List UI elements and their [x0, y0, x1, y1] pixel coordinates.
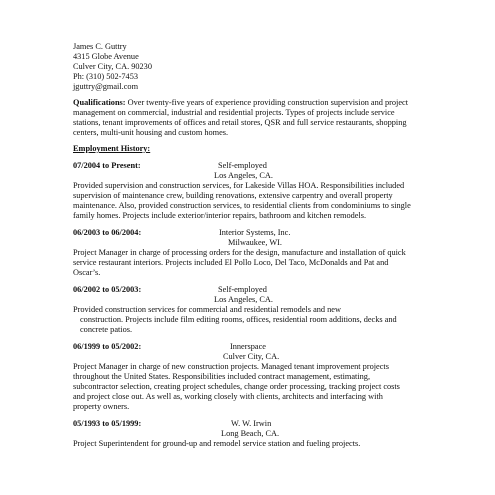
employment-history-heading: Employment History:: [73, 144, 151, 153]
contact-name: James C. Guttry: [73, 42, 127, 51]
qualifications-label: Qualifications:: [73, 98, 126, 107]
job-description: Provided supervision and construction services, for Lakeside Villas HOA. Responsibilities included supervision of maintenance crew, building renovations, extensive carpentry and overall property maintenance. Also, provided construction services, to residential clients from condominiums to single family homes. Projects include exterior/interior repairs, bathroom and kitchen remodels.: [73, 181, 411, 220]
job-location: Milwaukee, WI.: [228, 238, 282, 247]
job-location-row: [73, 295, 413, 305]
job-location: Culver City, CA.: [223, 352, 280, 361]
job-header: [73, 285, 413, 295]
job-dates: 07/2004 to Present:: [73, 161, 141, 170]
job-description: Project Superintendent for ground-up and remodel service station and fueling projects.: [73, 439, 361, 448]
job-entry: [73, 161, 413, 221]
job-location-row: [73, 171, 413, 181]
job-dates: 06/2003 to 06/2004:: [73, 228, 142, 237]
job-entry: [73, 228, 413, 278]
job-header: [73, 342, 413, 352]
job-employer: Interior Systems, Inc.: [219, 228, 291, 237]
job-location-row: [73, 238, 413, 248]
job-location-row: [73, 352, 413, 362]
job-location: Long Beach, CA.: [221, 429, 280, 438]
contact-city: Culver City, CA. 90230: [73, 62, 152, 71]
job-location: Los Angeles, CA.: [214, 171, 273, 180]
job-description-line: Provided construction services for commercial and residential remodels and new: [73, 305, 341, 314]
job-dates: 06/1999 to 05/2002:: [73, 342, 142, 351]
job-employer: W. W. Irwin: [231, 419, 272, 428]
contact-block: [73, 42, 413, 92]
qualifications-paragraph: [73, 98, 413, 138]
resume-content: [73, 42, 413, 449]
job-header: [73, 161, 413, 171]
job-entry: [73, 285, 413, 335]
job-employer: Self-employed: [218, 285, 267, 294]
contact-email: jguttry@gmail.com: [73, 82, 139, 91]
job-dates: 06/2002 to 05/2003:: [73, 285, 142, 294]
job-header: [73, 228, 413, 238]
job-employer: Self-employed: [218, 161, 267, 170]
job-header: [73, 419, 413, 429]
job-entry: [73, 342, 413, 412]
job-description: Project Manager in charge of processing orders for the design, manufacture and installation of quick service restaurant interiors. Projects included El Pollo Loco, Del Taco, McDonalds and Pat and Oscar’s.: [73, 248, 406, 277]
job-location-row: [73, 429, 413, 439]
qualifications-text: Over twenty-five years of experience providing construction supervision and project management on commercial, industrial and residential projects. Types of projects include service stations, tenant improvements of offices and retail stores, QSR and full service restaurants, shopping centers, multi-unit housing and custom homes.: [73, 98, 409, 137]
contact-street: 4315 Globe Avenue: [73, 52, 139, 61]
job-employer: Innerspace: [230, 342, 266, 351]
job-dates: 05/1993 to 05/1999:: [73, 419, 142, 428]
job-description-indented: construction. Projects include film editing rooms, offices, residential room additions, decks and concrete patios.: [80, 315, 397, 334]
job-location: Los Angeles, CA.: [214, 295, 273, 304]
job-description: [73, 305, 413, 335]
job-description: Project Manager in charge of new construction projects. Managed tenant improvement projects throughout the United States. Responsibilities included contract management, estimating, subcontractor selection, creating project schedules, change order processing, tracking project costs and project close out. As well as, working closely with clients, architects and interfacing with property owners.: [73, 362, 400, 411]
contact-phone: Ph: (310) 502-7453: [73, 72, 138, 81]
job-entry: [73, 419, 413, 449]
